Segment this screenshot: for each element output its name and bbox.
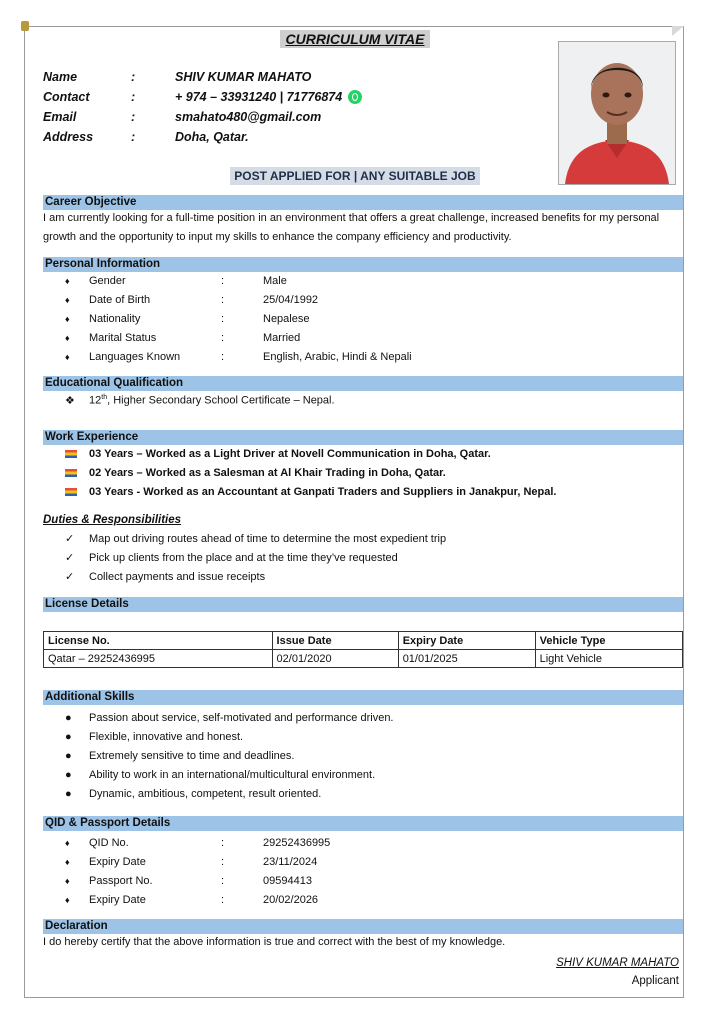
- dot-bullet-icon: ●: [65, 730, 72, 743]
- qid-list: [65, 833, 330, 909]
- check-icon: ✓: [65, 571, 75, 583]
- post-applied: POST APPLIED FOR | ANY SUITABLE JOB: [25, 169, 685, 183]
- list-item: ♦ Nationality : Nepalese: [65, 312, 310, 325]
- document-title: CURRICULUM VITAE: [25, 31, 685, 47]
- applicant-label: Applicant: [631, 975, 679, 987]
- table-row: Qatar – 29252436995 02/01/2020 01/01/2025 Light Vehicle: [44, 650, 683, 668]
- portrait-image: [559, 42, 675, 184]
- check-icon: ✓: [65, 533, 75, 545]
- declaration-text: I do hereby certify that the above information is true and correct with the best of my knowledge.: [43, 936, 506, 948]
- personal-info-list: [65, 271, 412, 366]
- list-item: ♦ QID No. : 29252436995: [65, 836, 331, 849]
- list-item: ♦ Expiry Date : 20/02/2026: [65, 893, 319, 906]
- license-table: [43, 631, 683, 668]
- list-item: ✓ Pick up clients from the place and at the time they’ve requested: [65, 551, 398, 564]
- section-qid-passport: QID & Passport Details: [43, 816, 683, 831]
- name-row: Name : SHIV KUMAR MAHATO: [43, 70, 312, 84]
- signature-name: SHIV KUMAR MAHATO: [556, 957, 679, 969]
- list-item: ♦ Marital Status : Married: [65, 331, 301, 344]
- applicant-name: SHIV KUMAR MAHATO: [175, 70, 312, 84]
- bullet-icon: ♦: [65, 875, 70, 886]
- list-item: ♦ Languages Known : English, Arabic, Hindi & Nepali: [65, 350, 412, 363]
- section-personal-information: Personal Information: [43, 257, 683, 272]
- dot-bullet-icon: ●: [65, 711, 72, 724]
- pin-icon: [21, 21, 29, 31]
- bullet-icon: ♦: [65, 837, 70, 848]
- list-item: ♦ Date of Birth : 25/04/1992: [65, 293, 319, 306]
- bullet-icon: ♦: [65, 313, 70, 324]
- bullet-icon: ♦: [65, 856, 70, 867]
- phone-number: + 974 – 33931240 | 71776874: [175, 90, 343, 104]
- email-row: Email : smahato480@gmail.com: [43, 110, 322, 124]
- check-icon: ✓: [65, 552, 75, 564]
- dot-bullet-icon: ●: [65, 768, 72, 781]
- cv-page: [24, 26, 684, 998]
- list-item: ✓ Map out driving routes ahead of time to determine the most expedient trip: [65, 532, 447, 545]
- contact-block: [43, 67, 362, 147]
- section-declaration: Declaration: [43, 919, 683, 934]
- list-item: ● Ability to work in an international/multicultural environment.: [65, 768, 376, 781]
- table-header-row: License No. Issue Date Expiry Date Vehicle Type: [44, 632, 683, 650]
- bullet-icon: ♦: [65, 332, 70, 343]
- bullet-icon: ♦: [65, 294, 70, 305]
- address-row: Address : Doha, Qatar.: [43, 130, 249, 144]
- bullet-icon: ♦: [65, 351, 70, 362]
- skills-list: [65, 708, 394, 803]
- education-list: [65, 391, 335, 410]
- email-value: smahato480@gmail.com: [175, 110, 322, 124]
- career-objective-text: I am currently looking for a full-time position in an environment that offers a great challenge, increased benefits for my personal growth and the opportunity to input my skills to enhance the company efficiency and productivity.: [43, 212, 660, 243]
- list-item: 03 Years - Worked as an Accountant at Ganpati Traders and Suppliers in Janakpur, Nepal.: [65, 482, 556, 501]
- address-value: Doha, Qatar.: [175, 130, 249, 144]
- list-item: ♦ Expiry Date : 23/11/2024: [65, 855, 318, 868]
- flag-bullet-icon: [65, 488, 77, 496]
- flag-bullet-icon: [65, 450, 77, 458]
- flag-bullet-icon: [65, 469, 77, 477]
- list-item: ❖ 12th, Higher Secondary School Certificate – Nepal.: [65, 394, 335, 407]
- list-item: 02 Years – Worked as a Salesman at Al Khair Trading in Doha, Qatar.: [65, 463, 556, 482]
- section-career-objective: Career Objective: [43, 195, 683, 210]
- list-item: 03 Years – Worked as a Light Driver at Novell Communication in Doha, Qatar.: [65, 444, 556, 463]
- list-item: ● Dynamic, ambitious, competent, result oriented.: [65, 787, 322, 800]
- section-license-details: License Details: [43, 597, 683, 612]
- applicant-photo: [558, 41, 676, 185]
- list-item: ♦ Passport No. : 09594413: [65, 874, 312, 887]
- dot-bullet-icon: ●: [65, 787, 72, 800]
- section-additional-skills: Additional Skills: [43, 690, 683, 705]
- duties-list: [65, 529, 446, 586]
- bullet-icon: ♦: [65, 275, 70, 286]
- whatsapp-icon: [348, 90, 362, 104]
- list-item: ✓ Collect payments and issue receipts: [65, 570, 266, 583]
- duties-heading: Duties & Responsibilities: [43, 514, 182, 526]
- list-item: ● Flexible, innovative and honest.: [65, 730, 244, 743]
- list-item: ♦ Gender : Male: [65, 274, 287, 287]
- bullet-icon: ♦: [65, 894, 70, 905]
- list-item: ● Passion about service, self-motivated and performance driven.: [65, 711, 394, 724]
- section-educational-qualification: Educational Qualification: [43, 376, 683, 391]
- diamond-bullet-icon: ❖: [65, 395, 75, 407]
- contact-row: Contact : + 974 – 33931240 | 71776874: [43, 87, 362, 107]
- list-item: ● Extremely sensitive to time and deadlines.: [65, 749, 295, 762]
- section-work-experience: Work Experience: [43, 430, 683, 445]
- work-experience-list: [65, 444, 556, 501]
- dot-bullet-icon: ●: [65, 749, 72, 762]
